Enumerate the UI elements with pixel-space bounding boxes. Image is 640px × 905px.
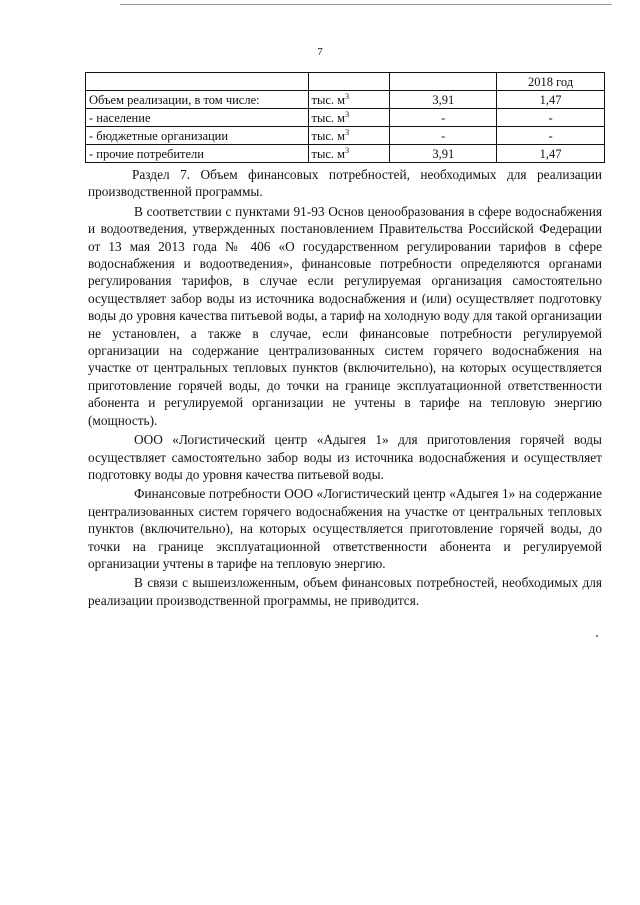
paragraph: В связи с вышеизложенным, объем финансовых потребностей, необходимых для реализации производственной программы, не приводится.: [88, 575, 602, 608]
header-cell: [390, 73, 497, 91]
row-value-2: -: [497, 127, 605, 145]
header-cell: [86, 73, 309, 91]
table-row: [86, 145, 605, 163]
table-header-row: [86, 73, 605, 91]
row-value-2: 1,47: [497, 91, 605, 109]
row-value-2: -: [497, 109, 605, 127]
scan-speck: [596, 635, 598, 637]
volume-table: [85, 72, 605, 163]
row-value-1: 3,91: [390, 145, 497, 163]
paragraph: Финансовые потребности ООО «Логистический центр «Адыгея 1» на содержание централизованных систем горячего водоснабжения на участке от центральных тепловых пунктов (включительно), на которых осуществляется приготовление горячей воды, до точки на границе эксплуатационной ответственности абонента и регулируемой организации учтены в тарифе на тепловую энергию.: [88, 486, 602, 571]
row-value-2: 1,47: [497, 145, 605, 163]
top-rule: [120, 4, 612, 5]
table-row: [86, 127, 605, 145]
paragraph: В соответствии с пунктами 91-93 Основ ценообразования в сфере водоснабжения и водоотведения, утвержденных постановлением Правительства Российской Федерации от 13 мая 2013 года № 406 «О государственном регулировании тарифов в сфере водоснабжения и водоотведения», финансовые потребности определяются органами регулирования тарифов, в случае если регулируемая организация самостоятельно осуществляет забор воды из источника водоснабжения и (или) осуществляет подготовку воды до уровня качества питьевой воды, а тариф на холодную воду для такой организации не установлен, а также в случае, если финансовые потребности регулируемой организации на содержание централизованных систем горячего водоснабжения на участке от центральных тепловых пунктов (включительно), на которых осуществляется приготовление горячей воды, до точки на границе эксплуатационной ответственности абонента и регулируемой организации не учтены в тарифе на тепловую энергию (мощность).: [88, 203, 602, 428]
row-unit: тыс. $м^3$: [308, 145, 390, 163]
table-row: [86, 91, 605, 109]
row-unit: тыс. $м^3$: [308, 109, 390, 127]
page-number: 7: [317, 46, 323, 58]
row-unit: тыс. $м^3$: [308, 91, 390, 109]
row-name: - бюджетные организации: [86, 127, 309, 145]
header-cell-year: 2018 год: [497, 73, 605, 91]
row-value-1: -: [390, 109, 497, 127]
table-row: [86, 109, 605, 127]
paragraph: ООО «Логистический центр «Адыгея 1» для приготовления горячей воды осуществляет самостоятельно забор воды из источника водоснабжения и осуществляет подготовку воды до уровня качества питьевой воды.: [88, 432, 602, 482]
row-name: - население: [86, 109, 309, 127]
row-name: Объем реализации, в том числе:: [86, 91, 309, 109]
row-value-1: 3,91: [390, 91, 497, 109]
row-value-1: -: [390, 127, 497, 145]
row-name: - прочие потребители: [86, 145, 309, 163]
row-unit: тыс. $м^3$: [308, 127, 390, 145]
body-text: [88, 166, 602, 611]
header-cell: [308, 73, 390, 91]
section-heading: Раздел 7. Объем финансовых потребностей, необходимых для реализации производственной программы.: [88, 167, 602, 200]
